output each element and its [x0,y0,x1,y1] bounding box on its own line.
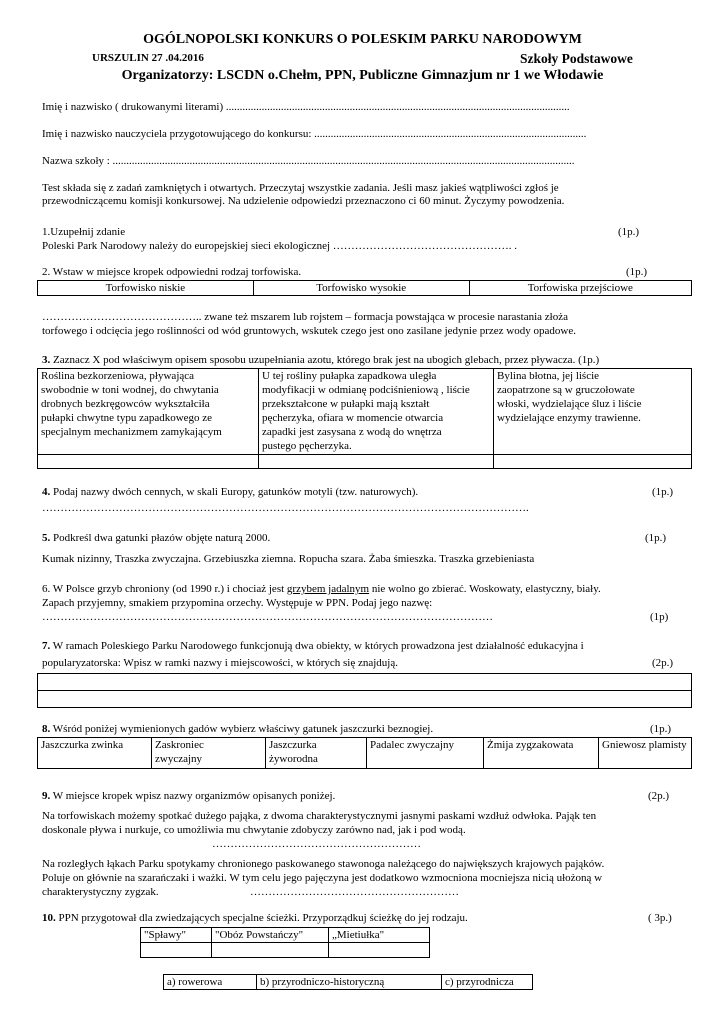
q4-title-text: Podaj nazwy dwóch cennych, w skali Europy, gatunków motyli (tzw. naturowych). [50,486,419,498]
q3-number: 3. [42,354,51,366]
q2-option: Torfowiska przejściowe [469,281,691,296]
q3-option-line: modyfikacji w odmianę podciśnieniową , liście [262,384,470,396]
q3-title-text: Zaznacz X pod właściwym opisem sposobu uzupełniania azotu, którego brak jest na ubogich glebach, przez pływacza. (1p.) [50,354,600,366]
organizers: Organizatorzy: LSCDN o.Chełm, PPN, Publiczne Gimnazjum nr 1 we Włodawie [121,68,604,83]
q6-text [42,583,601,595]
q10-path: "Spławy" [141,928,212,943]
q8-option[interactable] [38,738,152,769]
q2-option: Torfowisko wysokie [253,281,469,296]
q6-line: Zapach przyjemny, smakiem przypomina orzechy. Występuje w PPN. Podaj jego nazwę: [42,597,433,609]
q9-line: charakterystyczny zygzak. [42,886,159,898]
q8-option[interactable] [266,738,367,769]
q2-option: Torfowisko niskie [38,281,254,296]
q4-answer-line[interactable]: ……………………………………………………………………………………………………………………. [42,502,529,514]
q1-title: 1.Uzupełnij zdanie [42,226,126,238]
q10-number: 10. [42,912,56,924]
q7-line: popularyzatorska: Wpisz w ramki nazwy i miejscowości, w których się znajdują. [42,657,398,669]
q2-line[interactable]: …………………………………….. zwane też mszarem lub rojstem – formacja powstająca w procesie narastania złoża [42,311,568,323]
q2-points: (1p.) [626,266,648,278]
school-field[interactable]: Nazwa szkoły : ........................................................................................................................................................................ [42,155,575,167]
q9-number: 9. [42,790,51,802]
place-date: URSZULIN 27 .04.2016 [92,52,204,64]
q8-option[interactable] [599,738,692,769]
q1-points: (1p.) [618,226,640,238]
q3-option-line: zaopatrzone są w gruczołowate [497,384,635,396]
q3-option-line: pustego pęcherzyka. [262,440,352,452]
q9-answer-line[interactable]: ………………………………………………… [212,838,421,850]
q6-answer-line[interactable]: …………………………………………………………………………………………………………… [42,611,493,623]
q2-options-table [37,280,692,296]
q9-line: Poluje on głównie na szarańczaki i ważki. W tym celu jego pajęczyna jest dodatkowo wzmocniona mocniejsza nicią ułożoną w [42,872,603,884]
q3-answer-box[interactable] [494,455,692,469]
q10-title [42,912,468,924]
q3-option-line: zapadki jest zasysana z wodą do wnętrza [262,426,442,438]
q8-option-text: Jaszczurka zwinka [41,739,124,751]
q8-option-text: żyworodna [269,753,318,765]
q3-answer-box[interactable] [259,455,494,469]
q3-option-line: U tej rośliny pułapka zapadkowa uległa [262,370,437,382]
q8-number: 8. [42,723,51,735]
q8-option[interactable] [152,738,266,769]
q3-option-line: pułapki chwytne typu zapadkowego ze [41,412,213,424]
name-field[interactable]: Imię i nazwisko ( drukowanymi literami) ............................................................................................................................. [42,101,570,113]
q10-paths-table [140,927,430,958]
q6-underlined: grzybem jadalnym [286,583,370,595]
teacher-field[interactable]: Imię i nazwisko nauczyciela przygotowującego do konkursu: ................................................................................................... [42,128,587,140]
q8-title [42,723,433,735]
q8-option-text: Żmija zygzakowata [487,739,574,751]
q3-option-line: wydzielające enzymy trawienne. [497,412,641,424]
q8-option[interactable] [367,738,484,769]
q6-points: (1p) [650,611,669,623]
q10-answer-box[interactable] [212,943,329,958]
q2-line: torfowego i odcięcia jego roślinności od wód gruntowych, wskutek czego jest ono zasilane jedynie przez wody opadowe. [42,325,576,337]
q3-option-3 [494,369,692,455]
q7-title [42,640,584,652]
q10-type: b) przyrodniczo-historyczną [257,975,442,990]
q3-option-2 [259,369,494,455]
q7-answer-box[interactable] [38,691,692,708]
q8-option-text: Gniewosz plamisty [602,739,687,751]
q3-option-line: Roślina bezkorzeniowa, pływająca [41,370,195,382]
q3-option-line: specjalnym mechanizmem zamykającym [41,426,222,438]
intro-line: przewodniczącemu komisji konkursowej. Na udzielenie odpowiedzi przeznaczono ci 60 minut. Życzymy powodzenia. [42,195,565,207]
q3-option-line: włoski, wydzielające śluz i liście [497,398,642,410]
page-title: OGÓLNOPOLSKI KONKURS O POLESKIM PARKU NARODOWYM [143,32,582,47]
q10-type: c) przyrodnicza [442,975,533,990]
q8-option-text: Padalec zwyczajny [370,739,454,751]
q8-option[interactable] [484,738,599,769]
q2-title: 2. Wstaw w miejsce kropek odpowiedni rodzaj torfowiska. [42,266,302,278]
q9-line: Na torfowiskach możemy spotkać dużego pająka, z dwoma charakterystycznymi jasnymi paskami wzdłuż odwłoka. Pająk ten [42,810,597,822]
q10-answer-box[interactable] [329,943,430,958]
q3-option-line: Bylina błotna, jej liście [497,370,600,382]
q9-line: Na rozległych łąkach Parku spotykamy chronionego paskowanego stawonoga należącego do największych krajowych pająków. [42,858,605,870]
q8-points: (1p.) [650,723,672,735]
q5-points: (1p.) [645,532,667,544]
q7-answer-table [37,673,692,708]
q10-answer-box[interactable] [141,943,212,958]
q10-path: „Mietiułka" [329,928,430,943]
q6-text-part: nie wolno go zbierać. Woskowaty, elastyczny, biały. [369,583,601,595]
q9-line: doskonale pływa i nurkuje, co umożliwia mu chwytanie zdobyczy zarówno nad, jak i pod wodą. [42,824,466,836]
q5-title-text: Podkreśl dwa gatunki płazów objęte naturą 2000. [50,532,271,544]
q4-title [42,486,418,498]
q3-option-line: swobodnie w toni wodnej, do chwytania [41,384,219,396]
q8-title-text: Wśród poniżej wymienionych gadów wybierz właściwy gatunek jaszczurki beznogiej. [50,723,434,735]
q7-title-text: W ramach Poleskiego Parku Narodowego funkcjonują dwa obiekty, w których prowadzona jest działalność edukacyjna i [50,640,584,652]
q3-option-1 [38,369,259,455]
q7-number: 7. [42,640,51,652]
intro-line: Test składa się z zadań zamkniętych i otwartych. Przeczytaj wszystkie zadania. Jeśli masz jakieś wątpliwości zgłoś je [42,182,559,194]
q5-title [42,532,270,544]
q8-option-text: Jaszczurka [269,739,317,751]
q3-table [37,368,692,469]
q3-title [42,354,599,366]
q5-options[interactable]: Kumak nizinny, Traszka zwyczajna. Grzebiuszka ziemna. Ropucha szara. Żaba śmieszka. Traszka grzebieniasta [42,553,535,565]
q9-points: (2p.) [648,790,670,802]
q3-option-line: przekształcone w pułapki mają kształt [262,398,430,410]
q9-answer-line[interactable]: ………………………………………………… [250,886,459,898]
q3-answer-box[interactable] [38,455,259,469]
q7-answer-box[interactable] [38,674,692,691]
q3-option-line: drobnych bezkręgowców wykształciła [41,398,210,410]
q5-number: 5. [42,532,51,544]
q8-option-text: zwyczajny [155,753,203,765]
q10-types-table [163,974,533,990]
q4-points: (1p.) [652,486,674,498]
q8-option-text: Zaskroniec [155,739,204,751]
q1-text[interactable]: Poleski Park Narodowy należy do europejskiej sieci ekologicznej …………………………………………. . [42,240,518,252]
q9-title [42,790,335,802]
q10-type: a) rowerowa [164,975,257,990]
q9-title-text: W miejsce kropek wpisz nazwy organizmów opisanych poniżej. [50,790,336,802]
q3-option-line: pęcherzyka, ofiara w momencie otwarcia [262,412,444,424]
q10-path: "Obóz Powstańczy" [212,928,329,943]
q4-number: 4. [42,486,51,498]
q8-options-table [37,737,692,769]
school-level: Szkoły Podstawowe [520,51,633,66]
q10-title-text: PPN przygotował dla zwiedzających specjalne ścieżki. Przyporządkuj ścieżkę do jej rodzaju. [55,912,468,924]
q10-points: ( 3p.) [648,912,672,924]
q7-points: (2p.) [652,657,674,669]
q6-text-part: 6. W Polsce grzyb chroniony (od 1990 r.) i chociaż jest [42,583,287,595]
